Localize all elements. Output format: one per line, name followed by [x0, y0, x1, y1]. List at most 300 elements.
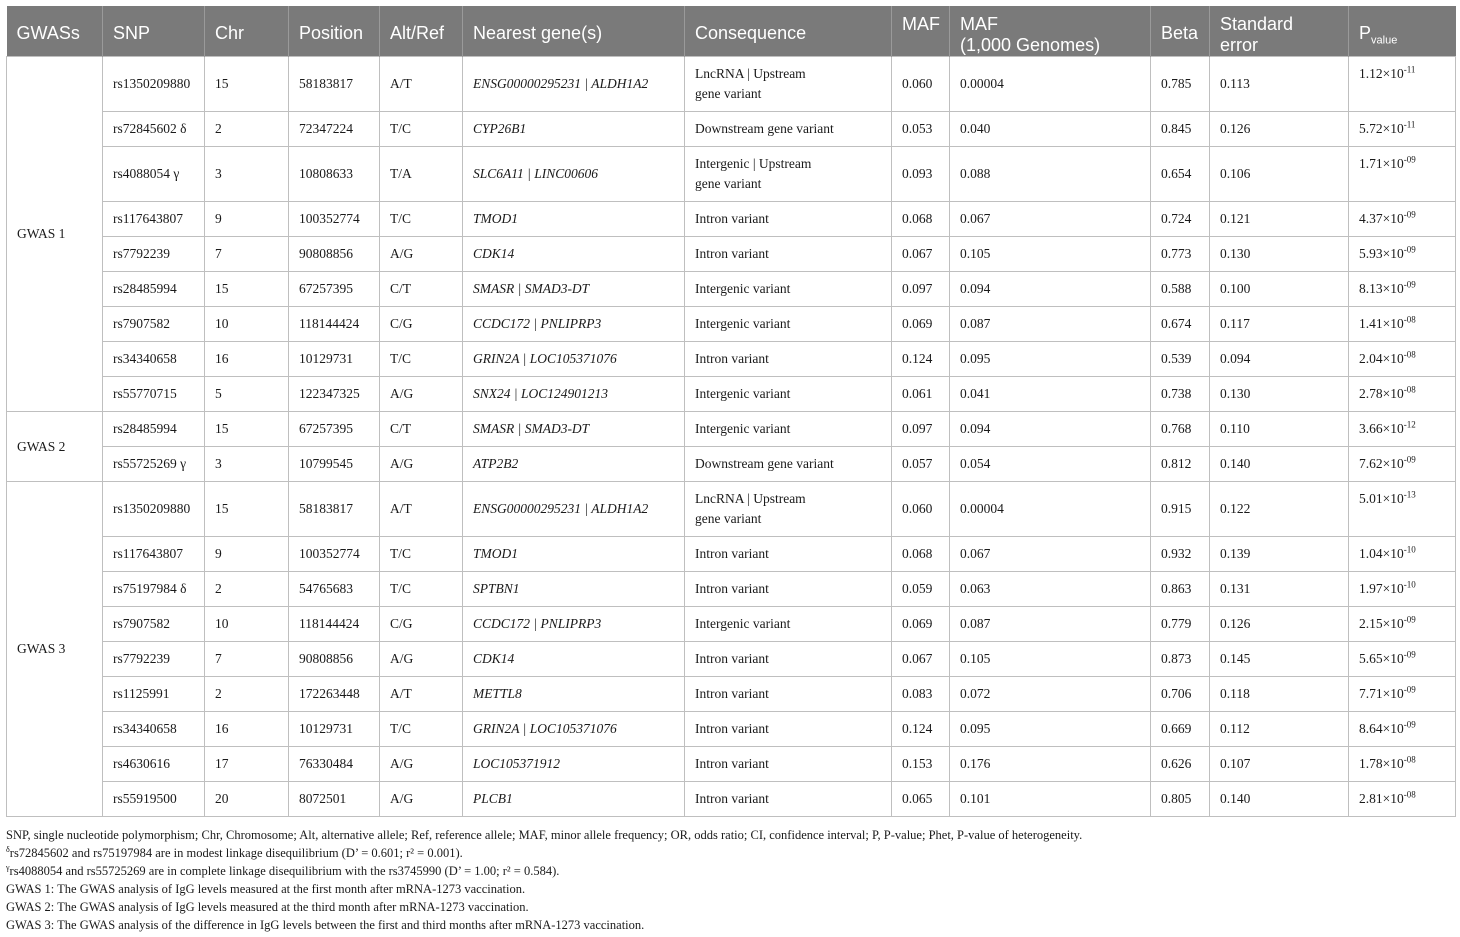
alt-ref-cell: C/G	[380, 307, 463, 342]
alt-ref-cell: A/G	[380, 237, 463, 272]
position-cell: 72347224	[289, 112, 380, 147]
maf-cell: 0.153	[892, 747, 950, 782]
nearest-gene-cell: LOC105371912	[463, 747, 685, 782]
consequence-line1: Intron variant	[695, 546, 769, 561]
pvalue-main: P	[1359, 23, 1372, 43]
table-row	[7, 482, 1456, 537]
maf-1000g-cell: 0.101	[950, 782, 1151, 817]
nearest-gene-cell: ENSG00000295231 | ALDH1A2	[463, 482, 685, 537]
pvalue-cell	[1349, 237, 1456, 272]
beta-cell: 0.915	[1151, 482, 1210, 537]
table-row	[7, 237, 1456, 272]
footnote-delta	[6, 844, 1446, 862]
position-cell: 58183817	[289, 482, 380, 537]
position-cell: 10129731	[289, 712, 380, 747]
table-row	[7, 572, 1456, 607]
col-header-gwass: GWASs	[7, 6, 103, 57]
pvalue-exponent: -09	[1403, 209, 1416, 220]
maf-cell: 0.059	[892, 572, 950, 607]
maf-cell: 0.060	[892, 57, 950, 112]
snp-cell: rs72845602 δ	[103, 112, 205, 147]
pvalue-cell	[1349, 482, 1456, 537]
consequence-cell	[685, 537, 892, 572]
table-row	[7, 447, 1456, 482]
table-row	[7, 782, 1456, 817]
pvalue-mantissa: 2.15×10	[1359, 616, 1404, 631]
consequence-line1: LncRNA | Upstream	[695, 66, 806, 81]
alt-ref-cell: A/G	[380, 642, 463, 677]
consequence-line1: Intron variant	[695, 351, 769, 366]
snp-cell: rs7792239	[103, 642, 205, 677]
pvalue-exponent: -09	[1403, 244, 1416, 255]
position-cell: 172263448	[289, 677, 380, 712]
standard-error-cell: 0.131	[1210, 572, 1349, 607]
alt-ref-cell: C/T	[380, 272, 463, 307]
alt-ref-cell: C/G	[380, 607, 463, 642]
pvalue-exponent: -10	[1403, 579, 1416, 590]
position-cell: 122347325	[289, 377, 380, 412]
consequence-cell	[685, 377, 892, 412]
maf-cell: 0.060	[892, 482, 950, 537]
gwas-group-label: GWAS 1	[7, 57, 103, 412]
pvalue-sub: value	[1371, 34, 1398, 47]
pvalue-mantissa: 1.04×10	[1359, 546, 1404, 561]
chr-cell: 3	[205, 447, 289, 482]
col-header-chr: Chr	[205, 6, 289, 57]
table-row	[7, 272, 1456, 307]
nearest-gene-cell: SPTBN1	[463, 572, 685, 607]
footnote-gamma	[6, 862, 1446, 880]
consequence-cell	[685, 307, 892, 342]
alt-ref-cell: A/G	[380, 377, 463, 412]
standard-error-cell: 0.130	[1210, 237, 1349, 272]
standard-error-cell: 0.130	[1210, 377, 1349, 412]
consequence-cell	[685, 482, 892, 537]
pvalue-mantissa: 1.12×10	[1359, 66, 1404, 81]
consequence-cell	[685, 237, 892, 272]
snp-cell: rs7907582	[103, 307, 205, 342]
consequence-line1: Intron variant	[695, 721, 769, 736]
beta-cell: 0.626	[1151, 747, 1210, 782]
beta-cell: 0.805	[1151, 782, 1210, 817]
pvalue-cell	[1349, 712, 1456, 747]
pvalue-mantissa: 5.01×10	[1359, 491, 1404, 506]
col-header-nearest-gene: Nearest gene(s)	[463, 6, 685, 57]
alt-ref-cell: T/C	[380, 342, 463, 377]
maf-cell: 0.097	[892, 272, 950, 307]
snp-cell: rs117643807	[103, 202, 205, 237]
pvalue-exponent: -09	[1403, 684, 1416, 695]
pvalue-cell	[1349, 782, 1456, 817]
table-row	[7, 377, 1456, 412]
chr-cell: 15	[205, 57, 289, 112]
gwas-group-label: GWAS 2	[7, 412, 103, 482]
consequence-line1: Intron variant	[695, 211, 769, 226]
chr-cell: 3	[205, 147, 289, 202]
maf-cell: 0.093	[892, 147, 950, 202]
table-row	[7, 412, 1456, 447]
maf-cell: 0.069	[892, 307, 950, 342]
col-header-snp: SNP	[103, 6, 205, 57]
standard-error-cell: 0.126	[1210, 607, 1349, 642]
standard-error-cell: 0.121	[1210, 202, 1349, 237]
alt-ref-cell: T/A	[380, 147, 463, 202]
alt-ref-cell: A/T	[380, 482, 463, 537]
table-row	[7, 147, 1456, 202]
col-header-beta: Beta	[1151, 6, 1210, 57]
pvalue-mantissa: 1.41×10	[1359, 316, 1404, 331]
snp-cell: rs7907582	[103, 607, 205, 642]
snp-cell: rs34340658	[103, 342, 205, 377]
alt-ref-cell: T/C	[380, 112, 463, 147]
gwas-group-label: GWAS 3	[7, 482, 103, 817]
col-header-pvalue	[1349, 6, 1456, 57]
nearest-gene-cell: SLC6A11 | LINC00606	[463, 147, 685, 202]
pvalue-cell	[1349, 447, 1456, 482]
standard-error-cell: 0.118	[1210, 677, 1349, 712]
consequence-cell	[685, 147, 892, 202]
chr-cell: 15	[205, 482, 289, 537]
table-row	[7, 307, 1456, 342]
consequence-line2: gene variant	[695, 511, 762, 526]
chr-cell: 2	[205, 572, 289, 607]
alt-ref-cell: A/G	[380, 747, 463, 782]
pvalue-exponent: -08	[1403, 754, 1416, 765]
pvalue-exponent: -11	[1403, 119, 1416, 130]
maf-cell: 0.061	[892, 377, 950, 412]
position-cell: 58183817	[289, 57, 380, 112]
table-row	[7, 342, 1456, 377]
footnote-gwas3: GWAS 3: The GWAS analysis of the difference in IgG levels between the first and third months after mRNA-1273 vaccination.	[6, 918, 645, 932]
nearest-gene-cell: CDK14	[463, 237, 685, 272]
maf-cell: 0.067	[892, 237, 950, 272]
gwas-results-table	[6, 6, 1456, 817]
consequence-line1: Intergenic variant	[695, 281, 791, 296]
chr-cell: 9	[205, 537, 289, 572]
alt-ref-cell: T/C	[380, 537, 463, 572]
maf-1000g-cell: 0.067	[950, 202, 1151, 237]
position-cell: 10808633	[289, 147, 380, 202]
beta-cell: 0.845	[1151, 112, 1210, 147]
consequence-cell	[685, 642, 892, 677]
standard-error-cell: 0.140	[1210, 447, 1349, 482]
nearest-gene-cell: SMASR | SMAD3-DT	[463, 272, 685, 307]
pvalue-cell	[1349, 537, 1456, 572]
nearest-gene-cell: PLCB1	[463, 782, 685, 817]
table-row	[7, 202, 1456, 237]
consequence-line1: Downstream gene variant	[695, 456, 834, 471]
pvalue-exponent: -08	[1403, 314, 1416, 325]
pvalue-mantissa: 3.66×10	[1359, 421, 1404, 436]
standard-error-cell: 0.106	[1210, 147, 1349, 202]
beta-cell: 0.654	[1151, 147, 1210, 202]
maf-cell: 0.068	[892, 202, 950, 237]
standard-error-cell: 0.094	[1210, 342, 1349, 377]
chr-cell: 17	[205, 747, 289, 782]
position-cell: 10799545	[289, 447, 380, 482]
table-row	[7, 57, 1456, 112]
pvalue-mantissa: 1.78×10	[1359, 756, 1404, 771]
consequence-cell	[685, 747, 892, 782]
snp-cell: rs1125991	[103, 677, 205, 712]
maf-1000g-cell: 0.00004	[950, 482, 1151, 537]
consequence-cell	[685, 572, 892, 607]
position-cell: 100352774	[289, 202, 380, 237]
maf-1000g-cell: 0.095	[950, 712, 1151, 747]
standard-error-cell: 0.145	[1210, 642, 1349, 677]
pvalue-exponent: -08	[1403, 384, 1416, 395]
position-cell: 76330484	[289, 747, 380, 782]
beta-cell: 0.863	[1151, 572, 1210, 607]
pvalue-exponent: -09	[1403, 614, 1416, 625]
position-cell: 100352774	[289, 537, 380, 572]
pvalue-mantissa: 7.62×10	[1359, 456, 1404, 471]
standard-error-cell: 0.100	[1210, 272, 1349, 307]
pvalue-exponent: -09	[1403, 454, 1416, 465]
pvalue-mantissa: 1.71×10	[1359, 156, 1404, 171]
snp-cell: rs117643807	[103, 537, 205, 572]
table-row	[7, 642, 1456, 677]
table-row	[7, 747, 1456, 782]
pvalue-cell	[1349, 677, 1456, 712]
snp-cell: rs1350209880	[103, 57, 205, 112]
pvalue-cell	[1349, 342, 1456, 377]
nearest-gene-cell: CDK14	[463, 642, 685, 677]
nearest-gene-cell: TMOD1	[463, 202, 685, 237]
beta-cell: 0.738	[1151, 377, 1210, 412]
maf-1000g-cell: 0.105	[950, 237, 1151, 272]
pvalue-exponent: -11	[1403, 64, 1416, 75]
chr-cell: 2	[205, 112, 289, 147]
standard-error-cell: 0.126	[1210, 112, 1349, 147]
pvalue-exponent: -12	[1403, 419, 1416, 430]
consequence-cell	[685, 607, 892, 642]
nearest-gene-cell: SNX24 | LOC124901213	[463, 377, 685, 412]
chr-cell: 15	[205, 272, 289, 307]
alt-ref-cell: C/T	[380, 412, 463, 447]
delta-text: rs72845602 and rs75197984 are in modest linkage disequilibrium (D’ = 0.601; r² = 0.001).	[9, 846, 463, 860]
delta-symbol: δ	[6, 844, 10, 854]
pvalue-mantissa: 5.65×10	[1359, 651, 1404, 666]
position-cell: 10129731	[289, 342, 380, 377]
alt-ref-cell: T/C	[380, 712, 463, 747]
pvalue-exponent: -08	[1403, 349, 1416, 360]
consequence-line1: Intron variant	[695, 581, 769, 596]
snp-cell: rs4630616	[103, 747, 205, 782]
footnote-gwas2: GWAS 2: The GWAS analysis of IgG levels measured at the third month after mRNA-1273 vaccination.	[6, 900, 529, 914]
position-cell: 67257395	[289, 412, 380, 447]
maf-1000g-cell: 0.087	[950, 607, 1151, 642]
footnote-abbreviations: SNP, single nucleotide polymorphism; Chr, Chromosome; Alt, alternative allele; Ref, reference allele; MAF, minor allele frequency; OR, odds ratio; CI, confidence interval; P, P-value; Phet, P-value of heterogeneity.	[6, 828, 1083, 842]
consequence-cell	[685, 57, 892, 112]
beta-cell: 0.669	[1151, 712, 1210, 747]
maf-cell: 0.068	[892, 537, 950, 572]
snp-cell: rs1350209880	[103, 482, 205, 537]
standard-error-cell: 0.139	[1210, 537, 1349, 572]
standard-error-cell: 0.113	[1210, 57, 1349, 112]
pvalue-exponent: -09	[1403, 649, 1416, 660]
position-cell: 118144424	[289, 307, 380, 342]
consequence-line1: Intergenic variant	[695, 421, 791, 436]
table-row	[7, 537, 1456, 572]
pvalue-cell	[1349, 57, 1456, 112]
pvalue-exponent: -09	[1403, 279, 1416, 290]
consequence-cell	[685, 447, 892, 482]
maf-cell: 0.057	[892, 447, 950, 482]
gamma-text: rs4088054 and rs55725269 are in complete linkage disequilibrium with the rs3745990 (D’ = 1.00; r² = 0.584).	[9, 864, 560, 878]
chr-cell: 2	[205, 677, 289, 712]
nearest-gene-cell: GRIN2A | LOC105371076	[463, 342, 685, 377]
nearest-gene-cell: GRIN2A | LOC105371076	[463, 712, 685, 747]
footnote-gwas1: GWAS 1: The GWAS analysis of IgG levels measured at the first month after mRNA-1273 vaccination.	[6, 882, 526, 896]
beta-cell: 0.724	[1151, 202, 1210, 237]
chr-cell: 16	[205, 342, 289, 377]
maf-1000g-cell: 0.094	[950, 412, 1151, 447]
chr-cell: 10	[205, 607, 289, 642]
col-header-consequence: Consequence	[685, 6, 892, 57]
maf-cell: 0.067	[892, 642, 950, 677]
header-row	[7, 6, 1456, 57]
standard-error-cell: 0.117	[1210, 307, 1349, 342]
beta-cell: 0.785	[1151, 57, 1210, 112]
pvalue-mantissa: 7.71×10	[1359, 686, 1404, 701]
beta-cell: 0.706	[1151, 677, 1210, 712]
pvalue-exponent: -10	[1403, 544, 1416, 555]
consequence-cell	[685, 112, 892, 147]
consequence-line1: Intergenic variant	[695, 616, 791, 631]
pvalue-mantissa: 2.78×10	[1359, 386, 1404, 401]
maf-1000g-cell: 0.072	[950, 677, 1151, 712]
position-cell: 90808856	[289, 642, 380, 677]
maf-1000g-cell: 0.00004	[950, 57, 1151, 112]
nearest-gene-cell: METTL8	[463, 677, 685, 712]
snp-cell: rs28485994	[103, 412, 205, 447]
snp-cell: rs55770715	[103, 377, 205, 412]
gamma-symbol: γ	[6, 862, 10, 872]
consequence-line1: Downstream gene variant	[695, 121, 834, 136]
snp-cell: rs4088054 γ	[103, 147, 205, 202]
pvalue-cell	[1349, 642, 1456, 677]
pvalue-cell	[1349, 272, 1456, 307]
chr-cell: 7	[205, 642, 289, 677]
consequence-cell	[685, 272, 892, 307]
pvalue-mantissa: 2.81×10	[1359, 791, 1404, 806]
table-row	[7, 112, 1456, 147]
snp-cell: rs75197984 δ	[103, 572, 205, 607]
se-line2: error	[1220, 35, 1259, 55]
table-body	[7, 57, 1456, 817]
col-header-standard-error	[1210, 6, 1349, 57]
consequence-cell	[685, 677, 892, 712]
chr-cell: 7	[205, 237, 289, 272]
maf-1000g-cell: 0.067	[950, 537, 1151, 572]
se-line1: Standard	[1220, 14, 1294, 34]
standard-error-cell: 0.110	[1210, 412, 1349, 447]
pvalue-exponent: -13	[1403, 489, 1416, 500]
alt-ref-cell: A/G	[380, 447, 463, 482]
position-cell: 54765683	[289, 572, 380, 607]
alt-ref-cell: T/C	[380, 202, 463, 237]
maf-1000g-cell: 0.088	[950, 147, 1151, 202]
snp-cell: rs55919500	[103, 782, 205, 817]
maf-1000g-cell: 0.087	[950, 307, 1151, 342]
position-cell: 90808856	[289, 237, 380, 272]
pvalue-mantissa: 2.04×10	[1359, 351, 1404, 366]
consequence-cell	[685, 412, 892, 447]
standard-error-cell: 0.140	[1210, 782, 1349, 817]
consequence-line1: Intergenic | Upstream	[695, 156, 812, 171]
chr-cell: 20	[205, 782, 289, 817]
maf-1000g-cell: 0.040	[950, 112, 1151, 147]
consequence-line1: Intron variant	[695, 246, 769, 261]
beta-cell: 0.588	[1151, 272, 1210, 307]
maf-1000g-line1: MAF	[960, 14, 998, 34]
col-header-alt-ref: Alt/Ref	[380, 6, 463, 57]
table-footnotes	[6, 826, 1446, 934]
snp-cell: rs55725269 γ	[103, 447, 205, 482]
nearest-gene-cell: CYP26B1	[463, 112, 685, 147]
pvalue-mantissa: 8.13×10	[1359, 281, 1404, 296]
beta-cell: 0.932	[1151, 537, 1210, 572]
maf-1000g-line2: (1,000 Genomes)	[960, 35, 1101, 55]
table-row	[7, 607, 1456, 642]
maf-cell: 0.069	[892, 607, 950, 642]
maf-cell: 0.097	[892, 412, 950, 447]
beta-cell: 0.812	[1151, 447, 1210, 482]
snp-cell: rs34340658	[103, 712, 205, 747]
pvalue-mantissa: 5.93×10	[1359, 246, 1404, 261]
nearest-gene-cell: ENSG00000295231 | ALDH1A2	[463, 57, 685, 112]
pvalue-cell	[1349, 202, 1456, 237]
consequence-line2: gene variant	[695, 86, 762, 101]
consequence-line1: Intron variant	[695, 791, 769, 806]
chr-cell: 5	[205, 377, 289, 412]
table-row	[7, 712, 1456, 747]
maf-cell: 0.053	[892, 112, 950, 147]
maf-1000g-cell: 0.176	[950, 747, 1151, 782]
consequence-line1: LncRNA | Upstream	[695, 491, 806, 506]
nearest-gene-cell: CCDC172 | PNLIPRP3	[463, 607, 685, 642]
alt-ref-cell: A/T	[380, 677, 463, 712]
maf-1000g-cell: 0.063	[950, 572, 1151, 607]
maf-cell: 0.124	[892, 712, 950, 747]
consequence-line1: Intergenic variant	[695, 316, 791, 331]
maf-cell: 0.124	[892, 342, 950, 377]
nearest-gene-cell: TMOD1	[463, 537, 685, 572]
snp-cell: rs28485994	[103, 272, 205, 307]
pvalue-mantissa: 1.97×10	[1359, 581, 1404, 596]
pvalue-mantissa: 4.37×10	[1359, 211, 1404, 226]
consequence-cell	[685, 712, 892, 747]
col-header-maf: MAF	[892, 6, 950, 57]
maf-1000g-cell: 0.095	[950, 342, 1151, 377]
alt-ref-cell: A/G	[380, 782, 463, 817]
pvalue-exponent: -09	[1403, 719, 1416, 730]
gwas-table-container	[6, 6, 1455, 817]
standard-error-cell: 0.107	[1210, 747, 1349, 782]
beta-cell: 0.773	[1151, 237, 1210, 272]
pvalue-cell	[1349, 412, 1456, 447]
position-cell: 118144424	[289, 607, 380, 642]
chr-cell: 16	[205, 712, 289, 747]
nearest-gene-cell: SMASR | SMAD3-DT	[463, 412, 685, 447]
standard-error-cell: 0.112	[1210, 712, 1349, 747]
snp-cell: rs7792239	[103, 237, 205, 272]
pvalue-cell	[1349, 307, 1456, 342]
consequence-cell	[685, 782, 892, 817]
beta-cell: 0.873	[1151, 642, 1210, 677]
beta-cell: 0.539	[1151, 342, 1210, 377]
